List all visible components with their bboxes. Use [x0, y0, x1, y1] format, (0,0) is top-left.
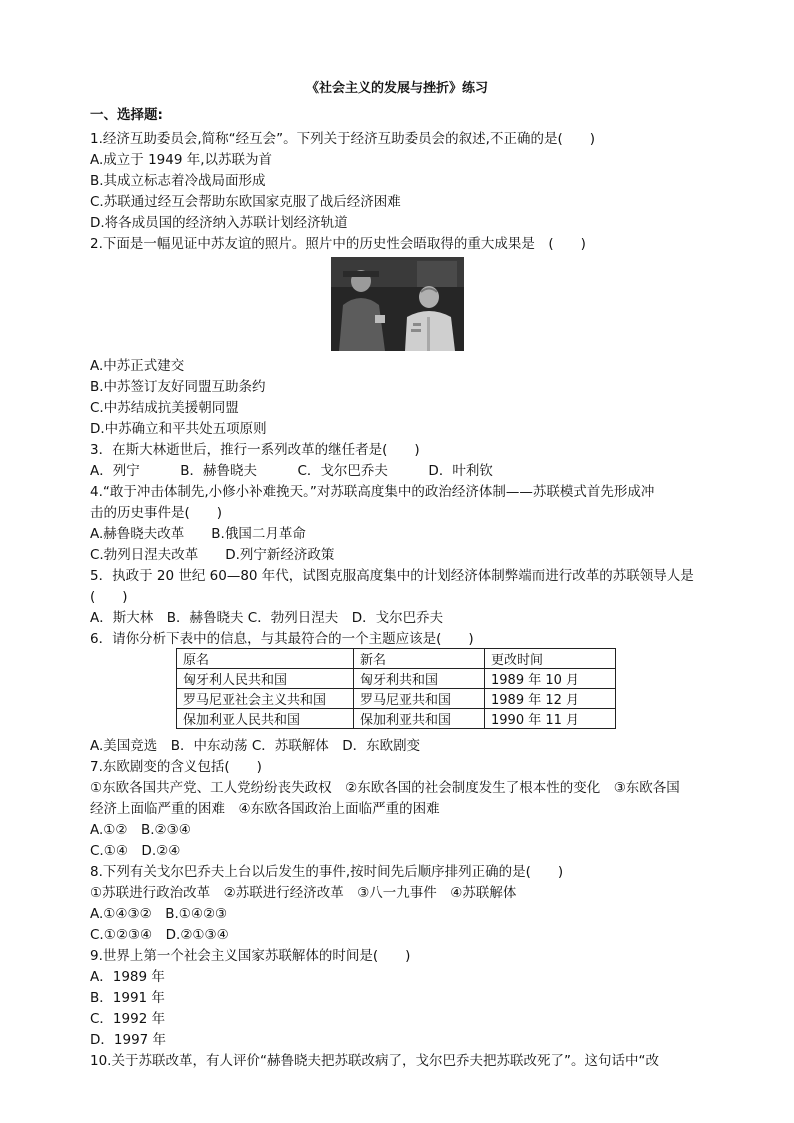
- question-8-items: ①苏联进行政治改革 ②苏联进行经济改革 ③八一九事件 ④苏联解体: [90, 885, 517, 901]
- photo-illustration: [331, 257, 464, 351]
- question-3-stem: 3．在斯大林逝世后，推行一系列改革的继任者是( ): [90, 442, 420, 458]
- question-1-option-b: B.其成立标志着冷战局面形成: [90, 173, 266, 189]
- table-header-cell: 更改时间: [485, 649, 616, 669]
- question-9-stem: 9.世界上第一个社会主义国家苏联解体的时间是( ): [90, 948, 411, 964]
- table-header-cell: 新名: [354, 649, 485, 669]
- question-2-option-a: A.中苏正式建交: [90, 358, 185, 374]
- question-5-stem-line-2: ( ): [90, 589, 128, 605]
- question-4-options-ab: A.赫鲁晓夫改革 B.俄国二月革命: [90, 526, 306, 542]
- question-1-option-d: D.将各成员国的经济纳入苏联计划经济轨道: [90, 215, 348, 231]
- question-9-option-d: D．1997 年: [90, 1032, 167, 1048]
- table-cell: 保加利亚人民共和国: [177, 709, 354, 729]
- question-7-options-ab: A.①② B.②③④: [90, 822, 191, 838]
- table-cell: 1989 年 12 月: [485, 689, 616, 709]
- table-cell: 保加利亚共和国: [354, 709, 485, 729]
- historical-meeting-photo: [331, 257, 464, 351]
- question-6-stem: 6．请你分析下表中的信息，与其最符合的一个主题应该是( ): [90, 631, 474, 647]
- question-1-option-c: C.苏联通过经互会帮助东欧国家克服了战后经济困难: [90, 194, 401, 210]
- table-row: [177, 669, 616, 689]
- table-row: [177, 689, 616, 709]
- page-title: 《社会主义的发展与挫折》练习: [305, 81, 488, 96]
- question-8-options-ab: A.①④③② B.①④②③: [90, 906, 228, 922]
- question-9-option-c: C．1992 年: [90, 1011, 166, 1027]
- question-4-stem-line-2: 击的历史事件是( ): [90, 505, 223, 521]
- question-3-options: A．列宁 B．赫鲁晓夫 C．戈尔巴乔夫 D．叶利钦: [90, 463, 493, 479]
- table-cell: 匈牙利共和国: [354, 669, 485, 689]
- question-2-option-b: B.中苏签订友好同盟互助条约: [90, 379, 266, 395]
- question-7-stem: 7.东欧剧变的含义包括( ): [90, 759, 262, 775]
- table-header-row: [177, 649, 616, 669]
- question-10-stem: 10.关于苏联改革，有人评价“赫鲁晓夫把苏联改病了，戈尔巴乔夫把苏联改死了”。这句话中“改: [90, 1053, 659, 1069]
- table-cell: 1989 年 10 月: [485, 669, 616, 689]
- question-7-items-line-2: 经济上面临严重的困难 ④东欧各国政治上面临严重的困难: [90, 801, 440, 817]
- question-2-option-c: C.中苏结成抗美援朝同盟: [90, 400, 239, 416]
- question-7-items-line-1: ①东欧各国共产党、工人党纷纷丧失政权 ②东欧各国的社会制度发生了根本性的变化 ③东欧各国: [90, 780, 680, 796]
- question-1-option-a: A.成立于 1949 年,以苏联为首: [90, 152, 273, 168]
- question-4-stem-line-1: 4.“敢于冲击体制先,小修小补难挽天。”对苏联高度集中的政治经济体制——苏联模式首先形成冲: [90, 484, 655, 500]
- table-cell: 匈牙利人民共和国: [177, 669, 354, 689]
- section-heading: 一、选择题:: [90, 107, 163, 123]
- table-cell: 罗马尼亚共和国: [354, 689, 485, 709]
- question-4-options-cd: C.勃列日涅夫改革 D.列宁新经济政策: [90, 547, 335, 563]
- question-8-options-cd: C.①②③④ D.②①③④: [90, 927, 229, 943]
- table-header-cell: 原名: [177, 649, 354, 669]
- question-5-options: A．斯大林 B．赫鲁晓夫 C．勃列日涅夫 D．戈尔巴乔夫: [90, 610, 444, 626]
- question-6-options: A.美国竞选 B．中东动荡 C．苏联解体 D．东欧剧变: [90, 738, 421, 754]
- table-cell: 1990 年 11 月: [485, 709, 616, 729]
- question-1-stem: 1.经济互助委员会,简称“经互会”。下列关于经济互助委员会的叙述,不正确的是( ): [90, 131, 595, 147]
- question-2-option-d: D.中苏确立和平共处五项原则: [90, 421, 267, 437]
- question-9-option-b: B．1991 年: [90, 990, 165, 1006]
- question-5-stem-line-1: 5．执政于 20 世纪 60—80 年代，试图克服高度集中的计划经济体制弊端而进行改革的苏联领导人是: [90, 568, 694, 584]
- question-9-option-a: A．1989 年: [90, 969, 165, 985]
- question-7-options-cd: C.①④ D.②④: [90, 843, 181, 859]
- question-2-stem: 2.下面是一幅见证中苏友谊的照片。照片中的历史性会晤取得的重大成果是 ( ): [90, 236, 586, 252]
- question-8-stem: 8.下列有关戈尔巴乔夫上台以后发生的事件,按时间先后顺序排列正确的是( ): [90, 864, 564, 880]
- table-cell: 罗马尼亚社会主义共和国: [177, 689, 354, 709]
- country-rename-table: [176, 648, 616, 729]
- table-row: [177, 709, 616, 729]
